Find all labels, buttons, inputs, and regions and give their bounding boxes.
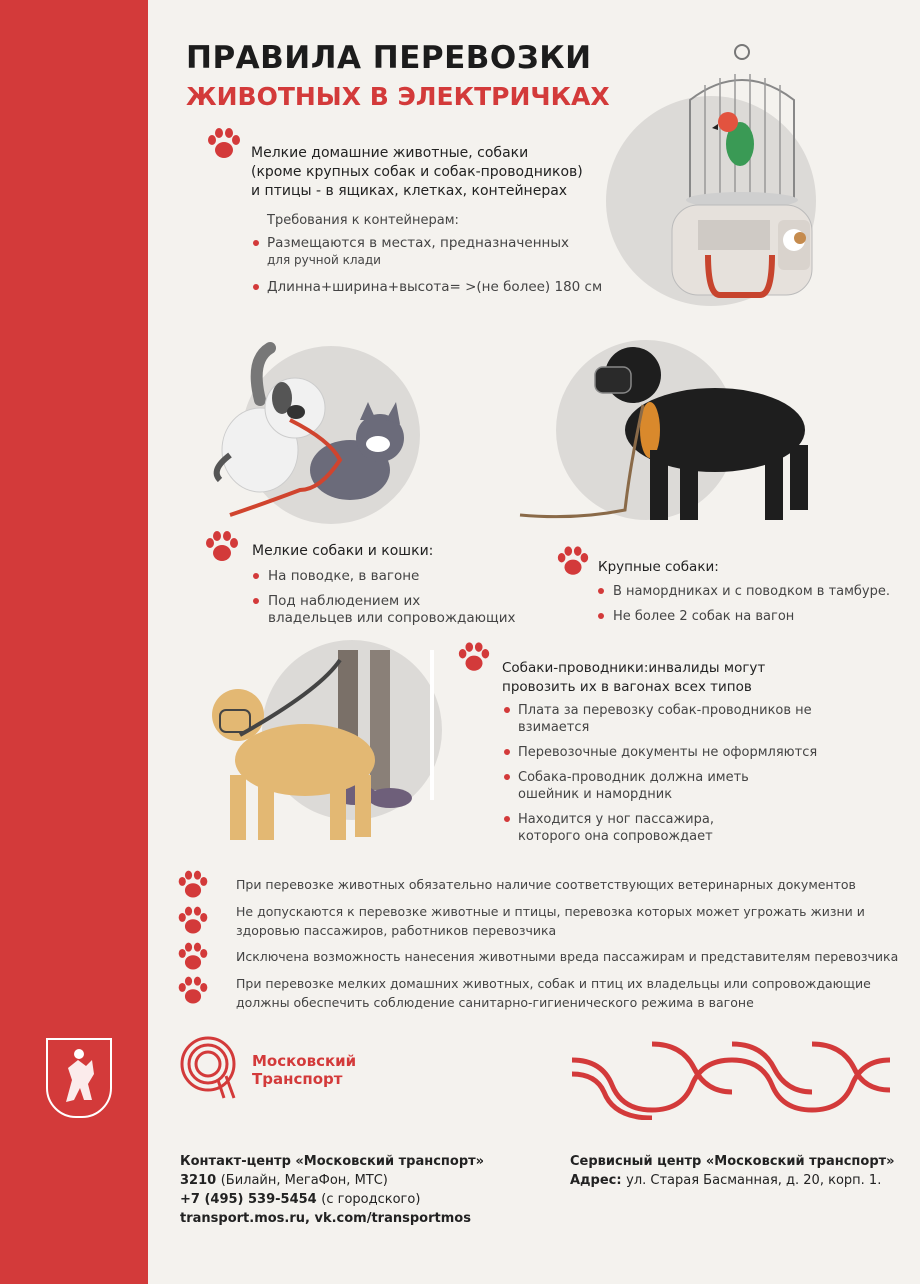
bullet-line: Размещаются в местах, предназначенных [267, 235, 569, 251]
section4-title [502, 659, 765, 697]
general-rule: Исключена возможность нанесения животными вреда пассажирам и представителям перевозчика [236, 949, 899, 964]
bullet-line: для ручной клади [267, 253, 381, 267]
service-block [570, 1152, 895, 1190]
bullet-dot [504, 774, 510, 780]
page-title: ПРАВИЛА ПЕРЕВОЗКИ [186, 40, 592, 76]
bullet-line: ошейник и намордник [518, 787, 673, 802]
bullet-line: Собака-проводник должна иметь [518, 770, 749, 785]
paw-icon [176, 942, 210, 972]
bullet-dot [504, 707, 510, 713]
paw-icon [205, 128, 243, 160]
bullet-dot [253, 598, 259, 604]
section4-title-line: провозить их в вагонах всех типов [502, 679, 752, 695]
section1-title-line: и птицы - в ящиках, клетках, контейнерах [251, 183, 568, 199]
rule-line: Не допускаются к перевозке животные и птицы, перевозка которых может угрожать жизни и [236, 904, 865, 919]
general-rule: При перевозке животных обязательно наличие соответствующих ветеринарных документов [236, 877, 856, 892]
section2-bullet [268, 593, 515, 627]
section4-bullet: Перевозочные документы не оформляются [518, 745, 818, 760]
rule-line: должны обеспечить соблюдение санитарно-гигиенического режима в вагоне [236, 995, 754, 1010]
contact-sites[interactable]: transport.mos.ru, vk.com/transportmos [180, 1211, 471, 1226]
moscow-transport-logo-icon [178, 1036, 246, 1100]
section3-bullet: Не более 2 собак на вагон [613, 609, 795, 624]
bullet-line: Под наблюдением их [268, 593, 421, 609]
general-rule [236, 974, 871, 1012]
bird-cage-carrier-illustration [660, 40, 830, 305]
bullet-dot [598, 588, 604, 594]
section2-title: Мелкие собаки и кошки: [252, 543, 434, 559]
section1-title [251, 144, 583, 201]
logo-line: Московский [252, 1052, 357, 1070]
bullet-line: взимается [518, 720, 590, 735]
bullet-dot [504, 749, 510, 755]
service-title: Сервисный центр «Московский транспорт» [570, 1154, 895, 1169]
service-address-label: Адрес: [570, 1173, 622, 1188]
section1-title-line: Мелкие домашние животные, собаки [251, 145, 529, 161]
section4-bullet [518, 702, 812, 736]
bullet-dot [253, 284, 259, 290]
rule-line: здоровью пассажиров, работников перевозчика [236, 923, 557, 938]
service-address-row [570, 1171, 895, 1190]
rule-line: При перевозке мелких домашних животных, собак и птиц их владельцы или сопровождающие [236, 976, 871, 991]
paw-icon [203, 531, 241, 563]
guide-dog-illustration [200, 650, 460, 850]
contact-phone1-note: (Билайн, МегаФон, МТС) [220, 1173, 388, 1188]
bullet-line: которого она сопровождает [518, 829, 713, 844]
bullet-line: владельцев или сопровождающих [268, 610, 516, 626]
section3-bullet: В намордниках и с поводком в тамбуре. [613, 584, 891, 599]
paw-icon [176, 870, 210, 900]
paw-icon [176, 906, 210, 936]
contact-title: Контакт-центр «Московский транспорт» [180, 1154, 485, 1169]
rottweiler-illustration [515, 345, 835, 525]
contact-block [180, 1152, 484, 1228]
bullet-dot [598, 613, 604, 619]
bullet-dot [504, 816, 510, 822]
paw-icon [555, 546, 591, 577]
bullet-dot [253, 573, 259, 579]
section3-title: Крупные собаки: [598, 559, 719, 575]
contact-phone1[interactable]: 3210 [180, 1173, 217, 1188]
section4-bullet [518, 769, 749, 803]
section2-bullet: На поводке, в вагоне [268, 568, 420, 584]
paw-icon [456, 642, 492, 673]
decorative-wave-pattern [572, 1040, 890, 1120]
paw-icon [176, 976, 210, 1006]
section4-bullet [518, 811, 714, 845]
contact-phone2-row [180, 1190, 484, 1209]
section1-subtitle: Требования к контейнерам: [267, 213, 459, 228]
general-rule [236, 902, 865, 940]
page-subtitle: ЖИВОТНЫХ В ЭЛЕКТРИЧКАХ [186, 82, 610, 111]
bullet-dot [253, 240, 259, 246]
section1-bullet: Длинна+ширина+высота= >(не более) 180 см [267, 279, 603, 295]
dog-and-cat-illustration [200, 340, 430, 525]
bullet-line: Находится у ног пассажира, [518, 812, 714, 827]
section1-bullet [267, 235, 569, 269]
logo-text [252, 1052, 356, 1088]
section1-title-line: (кроме крупных собак и собак-проводников) [251, 164, 583, 180]
logo-line: Транспорт [252, 1070, 343, 1088]
contact-phone2-note: (с городского) [321, 1192, 421, 1207]
section4-title-line: Собаки-проводники:инвалиды могут [502, 660, 766, 676]
contact-phone2[interactable]: +7 (495) 539-5454 [180, 1192, 317, 1207]
contact-phone1-row [180, 1171, 484, 1190]
bullet-line: Плата за перевозку собак-проводников не [518, 703, 812, 718]
service-address: ул. Старая Басманная, д. 20, корп. 1. [626, 1173, 882, 1188]
moscow-coat-of-arms-icon [46, 1038, 112, 1118]
